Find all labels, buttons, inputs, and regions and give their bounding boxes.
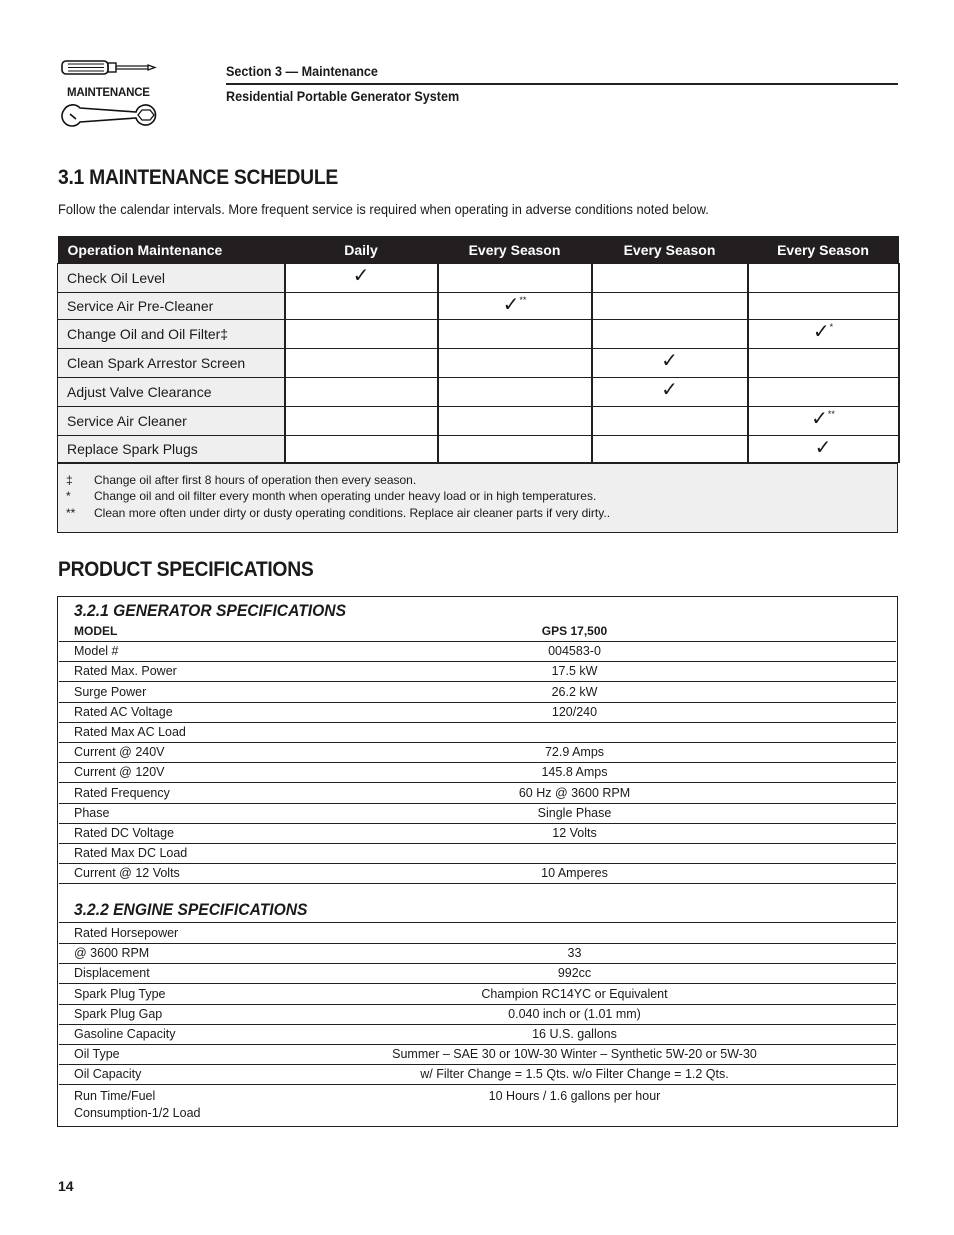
col-header-season-2: Every Season	[592, 236, 748, 264]
spec-value: w/ Filter Change = 1.5 Qts. w/o Filter Change = 1.2 Qts.	[420, 1067, 729, 1082]
schedule-operation-label: Service Air Pre-Cleaner	[58, 293, 285, 320]
spec-value: 72.9 Amps	[544, 745, 605, 760]
col-header-season-3: Every Season	[748, 236, 899, 264]
spec-row	[59, 682, 896, 703]
spec-value: 992cc	[557, 966, 592, 981]
spec-label: Current @ 12 Volts	[74, 866, 180, 881]
spec-label: Spark Plug Gap	[74, 1006, 163, 1021]
schedule-cell	[285, 378, 438, 407]
spec-value: 120/240	[551, 704, 598, 719]
check-note-symbol: **	[827, 409, 835, 419]
spec-label: Oil Capacity	[74, 1067, 142, 1082]
col-header-operation: Operation Maintenance	[58, 236, 285, 264]
schedule-cell	[748, 378, 899, 407]
schedule-cell	[438, 349, 592, 378]
spec-row	[59, 1064, 896, 1085]
schedule-cell	[438, 320, 592, 349]
spec-row	[59, 1044, 896, 1065]
schedule-cell	[592, 436, 748, 463]
schedule-cell	[592, 320, 748, 349]
footnote: * Change oil and oil filter every month when operating under heavy load or in high temperatures.	[66, 489, 597, 503]
check-note-symbol: *	[829, 322, 834, 332]
footnote: ‡ Change oil after first 8 hours of operation then every season.	[66, 473, 417, 487]
schedule-cell	[748, 320, 899, 349]
spec-row	[59, 984, 896, 1005]
schedule-cell	[748, 264, 899, 293]
schedule-operation-label: Change Oil and Oil Filter‡	[58, 320, 285, 349]
screwdriver-icon	[58, 58, 158, 78]
check-mark-icon: ✓	[814, 437, 832, 459]
maintenance-schedule-table	[57, 236, 900, 463]
spec-label: Rated Max DC Load	[74, 846, 188, 861]
schedule-cell	[285, 436, 438, 463]
spec-row	[59, 702, 896, 723]
document-subtitle: Residential Portable Generator System	[226, 88, 460, 104]
engine-specs-heading: 3.2.2 ENGINE SPECIFICATIONS	[74, 900, 308, 919]
spec-label: Rated Frequency	[74, 785, 170, 800]
page-number: 14	[58, 1178, 74, 1194]
spec-label: Current @ 240V	[74, 745, 165, 760]
col-header-season-1: Every Season	[438, 236, 592, 264]
spec-label: Consumption-1/2 Load	[74, 1105, 201, 1120]
spec-row	[59, 943, 896, 964]
spec-value: 004583-0	[548, 644, 601, 659]
spec-row	[59, 843, 896, 864]
spec-label: Rated Max AC Load	[74, 725, 186, 739]
schedule-cell	[285, 407, 438, 436]
spec-row	[59, 742, 896, 763]
spec-row	[59, 1089, 896, 1125]
schedule-intro: Follow the calendar intervals. More frequent service is required when operating in adverse conditions noted below.	[58, 201, 709, 217]
schedule-row	[58, 293, 899, 320]
spec-row	[59, 1024, 896, 1045]
spec-value: 26.2 kW	[551, 684, 598, 699]
schedule-cell	[748, 436, 899, 463]
spec-row	[59, 823, 896, 844]
engine-heading-rule	[59, 922, 896, 923]
spec-value: 10 Hours / 1.6 gallons per hour	[488, 1088, 661, 1103]
schedule-header-row	[58, 236, 899, 264]
col-header-daily: Daily	[285, 236, 438, 264]
schedule-cell	[592, 349, 748, 378]
schedule-operation-label: Adjust Valve Clearance	[58, 378, 285, 407]
check-mark-icon: ✓	[352, 265, 370, 287]
spec-value: GPS 17,500	[541, 624, 608, 638]
spec-row	[59, 722, 896, 743]
section-heading: Section 3 — Maintenance	[226, 63, 378, 79]
schedule-cell	[438, 264, 592, 293]
spec-value: 10 Amperes	[541, 866, 608, 881]
spec-label: Gasoline Capacity	[74, 1027, 176, 1041]
check-mark-icon: ✓	[502, 294, 520, 316]
spec-label: Rated AC Voltage	[74, 704, 173, 719]
spec-row	[59, 783, 896, 804]
footnote: ** Clean more often under dirty or dusty operating conditions. Replace air cleaner parts if very dirty..	[66, 506, 611, 520]
spec-value: 33	[567, 946, 582, 961]
schedule-cell	[592, 407, 748, 436]
spec-row	[59, 641, 896, 662]
spec-value: 17.5 kW	[551, 664, 598, 679]
schedule-row	[58, 320, 899, 349]
spec-value: 16 U.S. gallons	[532, 1027, 617, 1041]
check-mark-icon: ✓	[661, 379, 678, 401]
spec-label: Run Time/Fuel	[74, 1088, 156, 1103]
spec-row	[59, 621, 896, 642]
schedule-cell	[285, 293, 438, 320]
specs-title: PRODUCT SPECIFICATIONS	[58, 558, 314, 581]
schedule-operation-label: Replace Spark Plugs	[58, 436, 285, 463]
schedule-title: 3.1 MAINTENANCE SCHEDULE	[58, 166, 338, 189]
spec-label: Rated DC Voltage	[74, 826, 175, 840]
schedule-row	[58, 436, 899, 463]
spec-label: Phase	[74, 805, 110, 820]
check-mark-icon: ✓	[661, 350, 678, 372]
spec-label: Model #	[74, 644, 119, 659]
schedule-operation-label: Service Air Cleaner	[58, 407, 285, 436]
schedule-cell	[438, 378, 592, 407]
spec-label: Current @ 120V	[74, 765, 165, 780]
schedule-cell	[592, 293, 748, 320]
logo-label: MAINTENANCE	[67, 87, 150, 99]
schedule-row	[58, 378, 899, 407]
check-note-symbol: **	[519, 295, 527, 305]
spec-value: 60 Hz @ 3600 RPM	[518, 785, 631, 800]
schedule-cell	[285, 349, 438, 378]
spec-row	[59, 863, 896, 884]
spec-value: 0.040 inch or (1.01 mm)	[508, 1006, 641, 1021]
spec-row	[59, 963, 896, 984]
spec-label: Surge Power	[74, 684, 147, 699]
spec-label: MODEL	[74, 624, 118, 638]
schedule-cell	[438, 436, 592, 463]
schedule-row	[58, 407, 899, 436]
schedule-cell	[748, 407, 899, 436]
spec-value: 145.8 Amps	[541, 765, 608, 780]
schedule-cell	[748, 349, 899, 378]
spec-row	[59, 661, 896, 682]
schedule-operation-label: Check Oil Level	[58, 264, 285, 293]
generator-specs-heading: 3.2.1 GENERATOR SPECIFICATIONS	[74, 601, 347, 620]
schedule-cell	[438, 407, 592, 436]
schedule-cell	[592, 264, 748, 293]
spec-value: Summer – SAE 30 or 10W-30 Winter – Synthetic 5W-20 or 5W-30	[392, 1047, 757, 1062]
spec-value: Champion RC14YC or Equivalent	[481, 986, 668, 1001]
spec-row	[59, 762, 896, 783]
spec-label: @ 3600 RPM	[74, 946, 150, 961]
spec-label: Rated Horsepower	[74, 926, 179, 940]
spec-row	[59, 923, 896, 944]
schedule-cell	[748, 293, 899, 320]
schedule-row	[58, 264, 899, 293]
schedule-operation-label: Clean Spark Arrestor Screen	[58, 349, 285, 378]
header-rule	[226, 83, 898, 85]
wrench-icon	[58, 104, 158, 134]
check-mark-icon: ✓	[811, 408, 828, 430]
spec-row	[59, 1004, 896, 1025]
spec-label: Rated Max. Power	[74, 664, 177, 679]
schedule-cell	[438, 293, 592, 320]
spec-label: Displacement	[74, 966, 150, 981]
spec-value: 12 Volts	[552, 826, 597, 840]
specifications-box	[57, 596, 898, 1127]
schedule-cell	[285, 264, 438, 293]
check-mark-icon: ✓	[812, 321, 830, 343]
schedule-footnotes	[57, 463, 898, 533]
schedule-cell	[592, 378, 748, 407]
spec-label: Oil Type	[74, 1047, 120, 1062]
maintenance-logo	[58, 58, 158, 134]
spec-row	[59, 803, 896, 824]
spec-label: Spark Plug Type	[74, 986, 166, 1001]
schedule-cell	[285, 320, 438, 349]
spec-value: Single Phase	[537, 805, 612, 820]
schedule-row	[58, 349, 899, 378]
